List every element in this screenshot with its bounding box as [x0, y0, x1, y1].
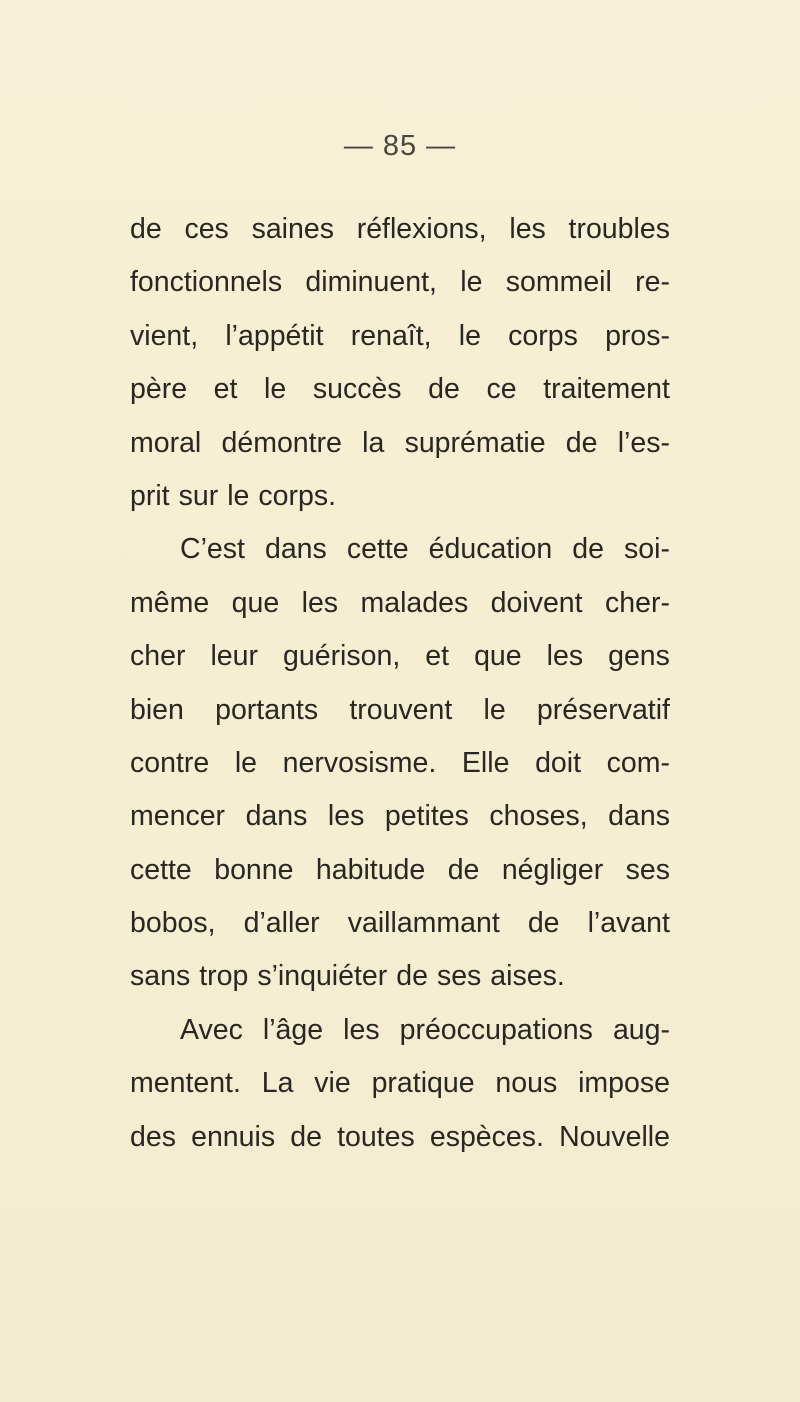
- body-text: [130, 203, 670, 1164]
- text-line: prit sur le corps.: [130, 479, 336, 512]
- text-line: fonctionnels diminuent, le sommeil re-: [130, 266, 670, 299]
- text-line: même que les malades doivent cher-: [130, 586, 670, 619]
- text-line: C’est dans cette éducation de soi-: [180, 533, 670, 566]
- text-line: vient, l’appétit renaît, le corps pros-: [130, 319, 670, 352]
- text-line: bien portants trouvent le préservatif: [130, 693, 670, 726]
- text-line: mentent. La vie pratique nous impose: [130, 1067, 670, 1100]
- text-line: de ces saines réflexions, les troubles: [130, 213, 670, 245]
- text-line: des ennuis de toutes espèces. Nouvelle: [130, 1120, 670, 1153]
- text-line: Avec l’âge les préoccupations aug-: [180, 1013, 670, 1046]
- text-line: contre le nervosisme. Elle doit com-: [130, 746, 670, 779]
- text-line: sans trop s’inquiéter de ses aises.: [130, 960, 565, 993]
- text-line: moral démontre la suprématie de l’es-: [130, 426, 670, 459]
- text-line: cette bonne habitude de négliger ses: [130, 853, 670, 886]
- text-line: bobos, d’aller vaillammant de l’avant: [130, 907, 670, 940]
- text-line: père et le succès de ce traitement: [130, 373, 670, 406]
- text-line: mencer dans les petites choses, dans: [130, 800, 670, 833]
- page-number: — 85 —: [343, 130, 457, 162]
- text-line: cher leur guérison, et que les gens: [130, 640, 670, 673]
